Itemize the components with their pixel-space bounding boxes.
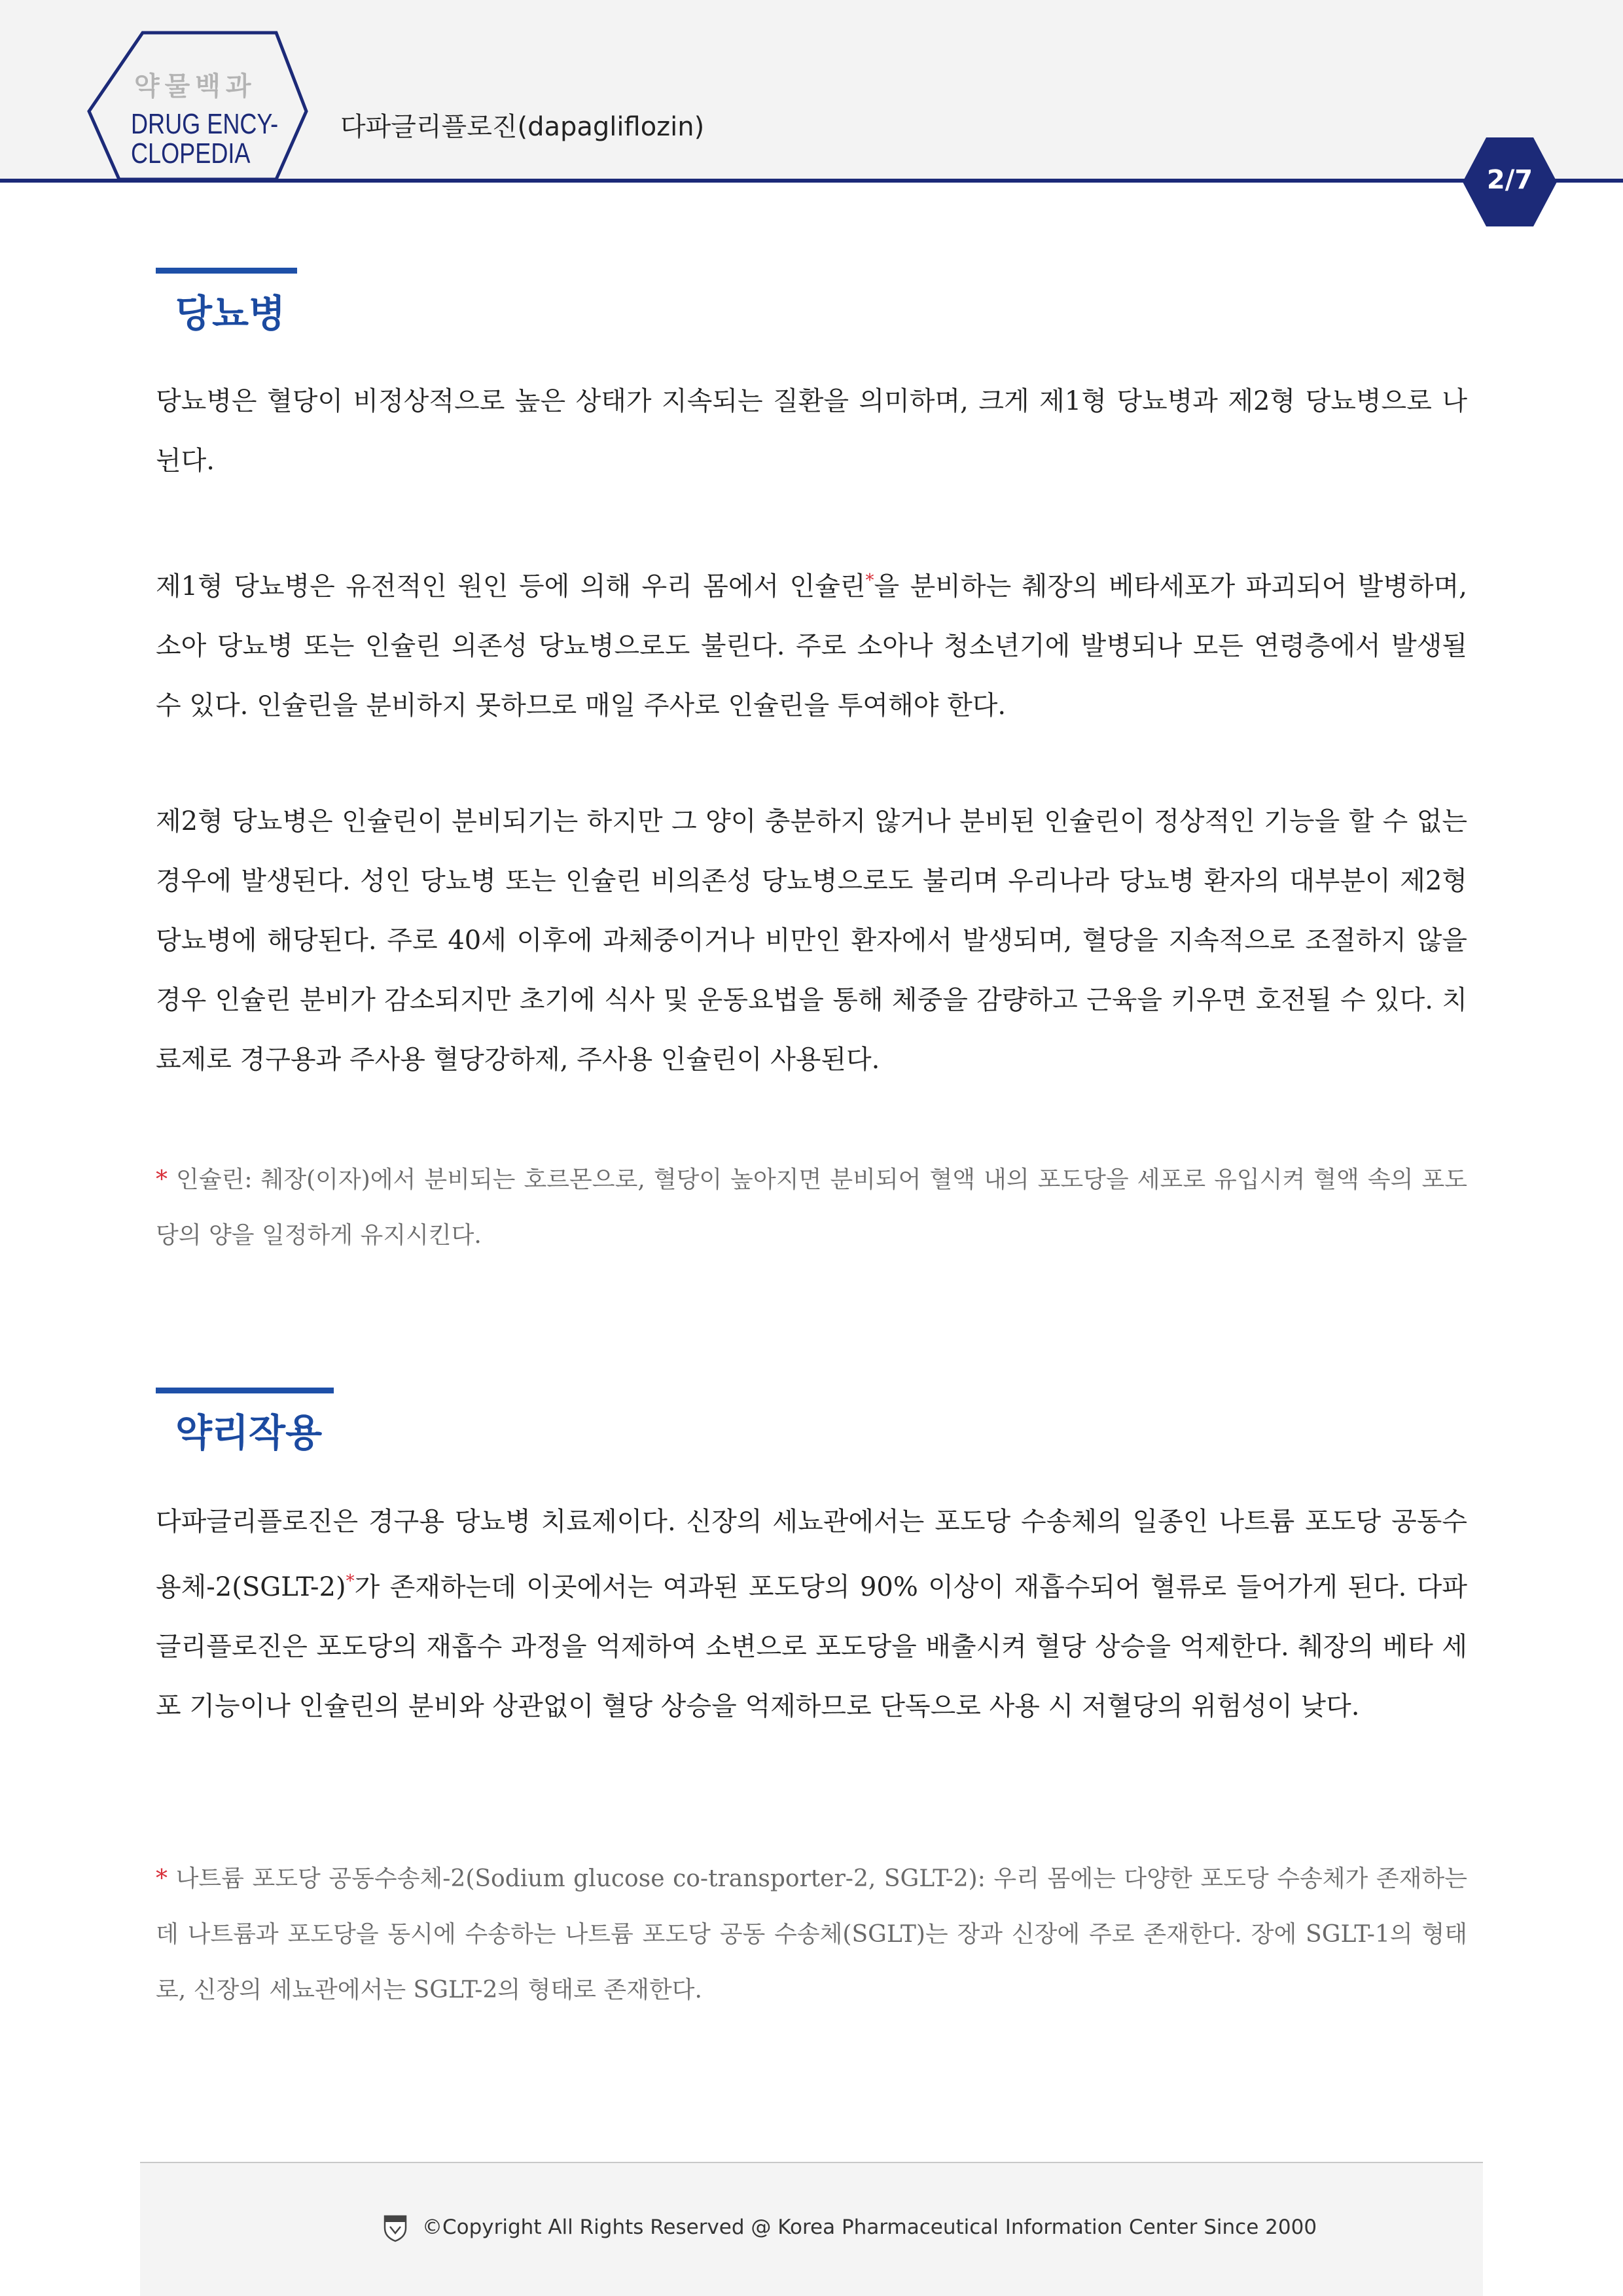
paragraph-text: 가 존재하는데 이곳에서는 여과된 포도당의 90% 이상이 재흡수되어 혈류로 들어가게 된다. 다파글리플로진은 포도당의 재흡수 과정을 억제하여 소변으로 포도당을 배출시켜 혈당 상승을 억제한다. 췌장의 베타 세포 기능이나 인슐린의 분비와 상관없이 혈당 상승을 억제하므로 단독으로 사용 시 저혈당의 위험성이 낮다.	[156, 1572, 1467, 1721]
footnote-asterisk: *	[156, 1865, 168, 1892]
logo-english-line1: DRUG ENCY-	[131, 108, 279, 140]
paragraph-pharmacology	[156, 1492, 1467, 1736]
crest-icon	[382, 2214, 408, 2242]
footnote-marker: *	[346, 1571, 355, 1591]
section-accent-bar	[156, 1388, 334, 1393]
paragraph-type2-diabetes: 제2형 당뇨병은 인슐린이 분비되기는 하지만 그 양이 충분하지 않거나 분비된 인슐린이 정상적인 기능을 할 수 없는 경우에 발생된다. 성인 당뇨병 또는 인슐린 비의존성 당뇨병으로도 불리며 우리나라 당뇨병 환자의 대부분이 제2형 당뇨병에 해당된다. 주로 40세 이후에 과체중이거나 비만인 환자에서 발생되며, 혈당을 지속적으로 조절하지 않을 경우 인슐린 분비가 감소되지만 초기에 식사 및 운동요법을 통해 체중을 감량하고 근육을 키우면 호전될 수 있다. 치료제로 경구용과 주사용 혈당강하제, 주사용 인슐린이 사용된다.	[156, 806, 1467, 1075]
copyright-text: ©Copyright All Rights Reserved @ Korea Pharmaceutical Information Center Since 2000	[422, 2215, 1317, 2239]
paragraph-type1-diabetes	[156, 551, 1467, 736]
section-title-diabetes: 당뇨병	[175, 291, 286, 336]
page-number: 2/7	[1486, 165, 1533, 195]
paragraph-text: 제1형 당뇨병은 유전적인 원인 등에 의해 우리 몸에서 인슐린	[156, 571, 866, 601]
section-title-pharmacology: 약리작용	[175, 1410, 323, 1455]
footnote-text: 나트륨 포도당 공동수송체-2(Sodium glucose co-transporter-2, SGLT-2): 우리 몸에는 다양한 포도당 수송체가 존재하는데 나트륨과 포도당을 동시에 수송하는 나트륨 포도당 공동 수송체(SGLT)는 장과 신장에 주로 존재한다. 장에 SGLT-1의 형태로, 신장의 세뇨관에서는 SGLT-2의 형태로 존재한다.	[156, 1865, 1467, 2003]
logo-english-line2: CLOPEDIA	[131, 137, 251, 170]
footnote-asterisk: *	[156, 1166, 168, 1193]
paragraph-text: 다파글리플로진은 경구용 당뇨병 치료제이다. 신장의 세뇨관에서는 포도당 수송체의 일종인 나트륨 포도당 공동수용체-2(SGLT-2)	[156, 1507, 1467, 1602]
logo-korean-text: 약물백과	[134, 71, 257, 101]
document-title: 다파글리플로진(dapagliflozin)	[340, 112, 705, 142]
section-accent-bar	[156, 268, 297, 274]
paragraph-text: 을 분비하는 췌장의 베타세포가 파괴되어 발병하며, 소아 당뇨병 또는 인슐린 의존성 당뇨병으로도 불린다. 주로 소아나 청소년기에 발병되나 모든 연령층에서 발생될 수 있다. 인슐린을 분비하지 못하므로 매일 주사로 인슐린을 투여해야 한다.	[156, 571, 1468, 721]
header-rule	[0, 179, 1623, 183]
footnote-marker: *	[865, 571, 874, 590]
footnote-text: 인슐린: 췌장(이자)에서 분비되는 호르몬으로, 혈당이 높아지면 분비되어 혈액 내의 포도당을 세포로 유입시켜 혈액 속의 포도당의 양을 일정하게 유지시킨다.	[156, 1166, 1468, 1249]
footnote-insulin	[156, 1152, 1467, 1263]
footnote-sglt2	[156, 1851, 1467, 2018]
paragraph-diabetes-intro: 당뇨병은 혈당이 비정상적으로 높은 상태가 지속되는 질환을 의미하며, 크게 제1형 당뇨병과 제2형 당뇨병으로 나뉜다.	[156, 386, 1467, 476]
